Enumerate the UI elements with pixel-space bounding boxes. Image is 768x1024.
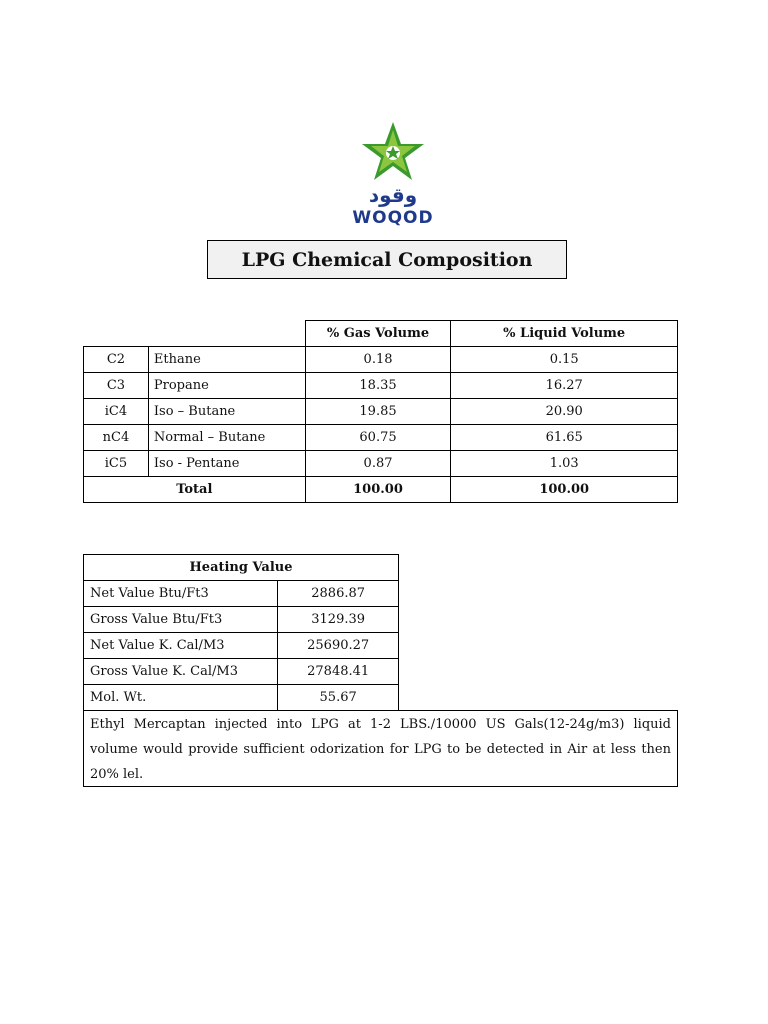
component-name: Iso - Pentane [148,451,305,477]
table-row [84,451,678,477]
table-row [84,581,399,607]
table-row [84,399,678,425]
heating-value: 3129.39 [278,607,399,633]
liquid-volume-header: % Liquid Volume [451,321,678,347]
odorization-note: Ethyl Mercaptan injected into LPG at 1-2 LBS./10000 US Gals(12-24g/m3) liquid volume would provide sufficient odorization for LPG to be detected in Air at less then 20% lel. [83,710,678,787]
total-liquid-value: 100.00 [451,477,678,503]
liquid-volume-value: 61.65 [451,425,678,451]
total-row [84,477,678,503]
gas-volume-value: 0.18 [305,347,451,373]
heating-label: Net Value Btu/Ft3 [84,581,278,607]
gas-volume-header: % Gas Volume [305,321,451,347]
component-code: nC4 [84,425,149,451]
liquid-volume-value: 16.27 [451,373,678,399]
total-gas-value: 100.00 [305,477,451,503]
star-icon [331,112,455,192]
gas-volume-value: 19.85 [305,399,451,425]
component-name: Ethane [148,347,305,373]
table-row [84,607,399,633]
heating-value-header: Heating Value [84,555,399,581]
table-row [84,373,678,399]
page-title-box [207,240,567,279]
heating-header-row [84,555,399,581]
component-name: Propane [148,373,305,399]
woqod-logo [331,112,455,236]
total-label: Total [84,477,306,503]
gas-volume-value: 18.35 [305,373,451,399]
heating-label: Net Value K. Cal/M3 [84,633,278,659]
heating-value-table [83,554,399,711]
heating-value: 27848.41 [278,659,399,685]
composition-header-row [84,321,678,347]
gas-volume-value: 60.75 [305,425,451,451]
blank-cell [84,321,306,347]
logo-wordmark: WOQOD [352,208,434,228]
liquid-volume-value: 20.90 [451,399,678,425]
logo-arabic-text: وقود [368,183,418,207]
page-title: LPG Chemical Composition [241,248,533,271]
component-code: C3 [84,373,149,399]
table-row [84,685,399,711]
table-row [84,425,678,451]
component-code: iC5 [84,451,149,477]
component-code: C2 [84,347,149,373]
liquid-volume-value: 0.15 [451,347,678,373]
heating-value: 25690.27 [278,633,399,659]
heating-label: Gross Value K. Cal/M3 [84,659,278,685]
component-name: Normal – Butane [148,425,305,451]
component-name: Iso – Butane [148,399,305,425]
component-code: iC4 [84,399,149,425]
table-row [84,633,399,659]
heating-label: Mol. Wt. [84,685,278,711]
gas-volume-value: 0.87 [305,451,451,477]
heating-value: 55.67 [278,685,399,711]
table-row [84,347,678,373]
heating-label: Gross Value Btu/Ft3 [84,607,278,633]
composition-table [83,320,678,503]
table-row [84,659,399,685]
liquid-volume-value: 1.03 [451,451,678,477]
heating-value: 2886.87 [278,581,399,607]
